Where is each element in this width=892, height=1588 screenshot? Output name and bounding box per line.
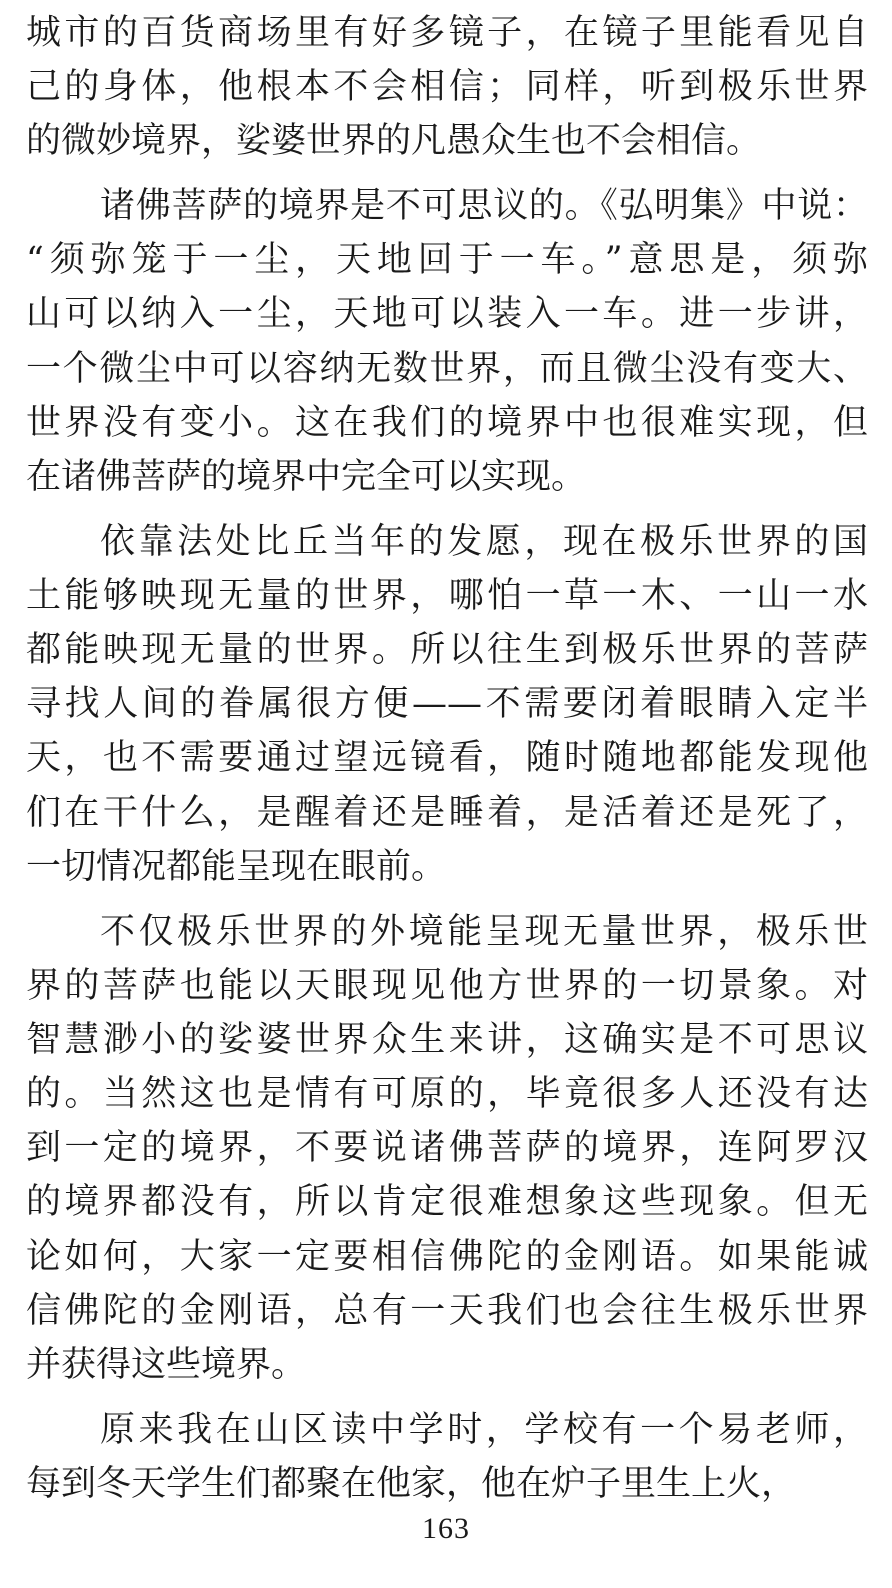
text-line: 并获得这些境界。 bbox=[26, 1345, 307, 1385]
paragraph bbox=[26, 6, 868, 169]
text-line: 的微妙境界，娑婆世界的凡愚众生也不会相信。 bbox=[26, 121, 762, 162]
text-line: 论如何，大家一定要相信佛陀的金刚语。如果能诚 bbox=[26, 1236, 868, 1277]
text-line: 寻找人间的眷属很方便——不需要闭着眼睛入定半 bbox=[26, 684, 868, 725]
paragraph-gap bbox=[26, 894, 868, 905]
text-line: 诸佛菩萨的境界是不可思议的。《弘明集》中说： bbox=[100, 186, 868, 227]
paragraph bbox=[26, 515, 868, 894]
body-text bbox=[26, 6, 868, 1511]
text-line: 都能映现无量的世界。所以往生到极乐世界的菩萨 bbox=[26, 630, 868, 671]
paragraph-gap bbox=[26, 169, 868, 180]
text-line: 每到冬天学生们都聚在他家，他在炉子里生上火， bbox=[26, 1463, 797, 1504]
paragraph-gap bbox=[26, 1392, 868, 1403]
paragraph bbox=[26, 179, 868, 504]
text-line: 不仅极乐世界的外境能呈现无量世界，极乐世 bbox=[100, 911, 868, 952]
text-line: 依靠法处比丘当年的发愿，现在极乐世界的国 bbox=[100, 521, 868, 562]
text-line: 山可以纳入一尘，天地可以装入一车。进一步讲， bbox=[26, 294, 868, 335]
text-line: 城市的百货商场里有好多镜子，在镜子里能看见自 bbox=[26, 13, 868, 53]
page-number: 163 bbox=[422, 1512, 470, 1545]
paragraph bbox=[26, 905, 868, 1393]
text-line: 土能够映现无量的世界，哪怕一草一木、一山一水 bbox=[26, 575, 868, 616]
text-line: 智慧渺小的娑婆世界众生来讲，这确实是不可思议 bbox=[26, 1019, 868, 1060]
text-line: 在诸佛菩萨的境界中完全可以实现。 bbox=[26, 457, 587, 497]
text-line: 世界没有变小。这在我们的境界中也很难实现，但 bbox=[26, 402, 868, 443]
text-line: 界的菩萨也能以天眼现见他方世界的一切景象。对 bbox=[26, 965, 868, 1006]
text-line: 到一定的境界，不要说诸佛菩萨的境界，连阿罗汉 bbox=[26, 1128, 868, 1169]
text-line: 一切情况都能呈现在眼前。 bbox=[26, 846, 447, 887]
text-line: 信佛陀的金刚语，总有一天我们也会往生极乐世界 bbox=[26, 1290, 868, 1331]
text-line: 天，也不需要通过望远镜看，随时随地都能发现他 bbox=[26, 738, 868, 779]
text-line: 原来我在山区读中学时，学校有一个易老师， bbox=[100, 1409, 868, 1450]
text-line: 们在干什么，是醒着还是睡着，是活着还是死了， bbox=[26, 792, 868, 833]
text-line: “须弥笼于一尘，天地回于一车。”意思是，须弥 bbox=[26, 240, 868, 281]
paragraph-gap bbox=[26, 504, 868, 515]
text-line: 己的身体，他根本不会相信；同样，听到极乐世界 bbox=[26, 67, 868, 108]
paragraph bbox=[26, 1403, 868, 1511]
text-line: 的。当然这也是情有可原的，毕竟很多人还没有达 bbox=[26, 1074, 868, 1115]
text-line: 的境界都没有，所以肯定很难想象这些现象。但无 bbox=[26, 1182, 868, 1223]
text-line: 一个微尘中可以容纳无数世界，而且微尘没有变大、 bbox=[26, 348, 868, 389]
